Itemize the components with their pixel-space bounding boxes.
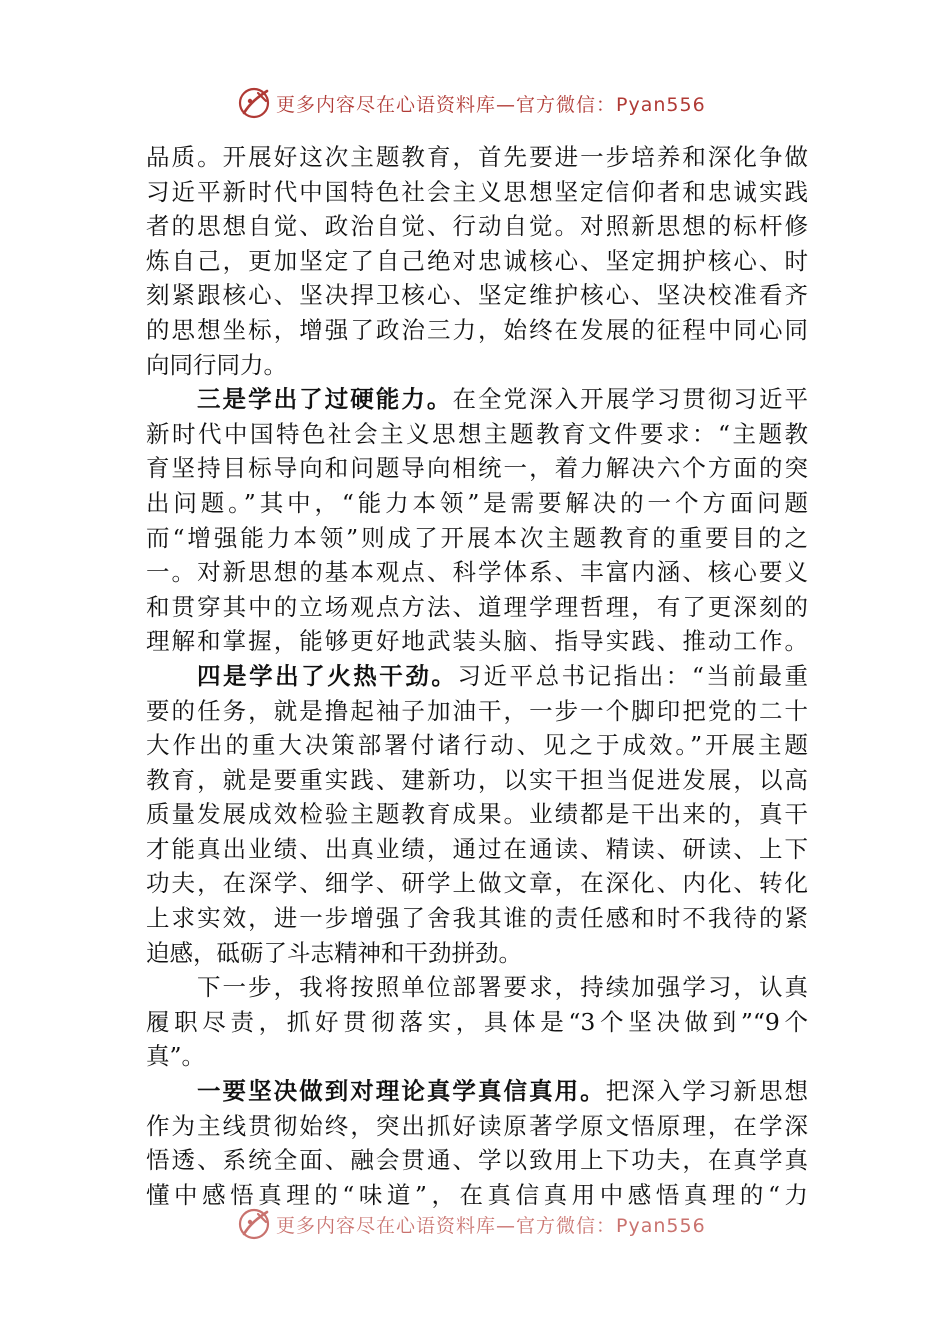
text-line: 向同行同力。 — [146, 350, 287, 379]
watermark-header — [236, 83, 706, 123]
text-run: 习近平总书记指出：“当前最重 — [457, 661, 808, 690]
paragraph-next-steps — [146, 970, 808, 1074]
watermark-text: 更多内容尽在心语资料库—官方微信：Pyan556 — [276, 1214, 706, 1237]
paragraph-heading: 三是学出了过硬能力。 — [197, 385, 453, 414]
text-run: 把深入学习新思想 — [605, 1077, 808, 1106]
document-body — [146, 140, 808, 1212]
text-line: 而“增强能力本领”则成了开展本次主题教育的重要目的之 — [146, 523, 808, 552]
text-line: 和贯穿其中的立场观点方法、道理学理哲理，有了更深刻的 — [146, 592, 808, 621]
paragraph-first-line — [146, 382, 808, 417]
text-line: 炼自己，更加坚定了自己绝对忠诚核心、坚定拥护核心、时 — [146, 246, 808, 275]
watermark-logo-icon — [236, 1206, 272, 1242]
text-line: 育坚持目标导向和问题导向相统一，着力解决六个方面的突 — [146, 454, 808, 483]
paragraph-drive — [146, 659, 808, 970]
text-line: 真”。 — [146, 1042, 206, 1071]
paragraph-first-line — [146, 1074, 808, 1109]
text-line: 功夫，在深学、细学、研学上做文章，在深化、内化、转化 — [146, 869, 808, 898]
text-run: 下一步，我将按照单位部署要求，持续加强学习，认真 — [197, 973, 808, 1002]
text-line: 履职尽责，抓好贯彻落实，具体是“3个坚决做到”“9个 — [146, 1007, 808, 1036]
watermark-footer — [236, 1204, 706, 1244]
text-line: 新时代中国特色社会主义思想主题教育文件要求：“主题教 — [146, 419, 808, 448]
paragraph-continuation — [146, 140, 808, 382]
text-line: 刻紧跟核心、坚决捍卫核心、坚定维护核心、坚决校准看齐 — [146, 281, 808, 310]
paragraph-heading: 一要坚决做到对理论真学真信真用。 — [197, 1077, 606, 1106]
text-line: 悟透、系统全面、融会贯通、学以致用上下功夫，在真学真 — [146, 1146, 808, 1175]
text-line: 理解和掌握，能够更好地武装头脑、指导实践、推动工作。 — [146, 627, 808, 656]
text-run: 在全党深入开展学习贯彻习近平 — [452, 385, 808, 414]
text-line: 质量发展成效检验主题教育成果。业绩都是干出来的，真干 — [146, 800, 808, 829]
text-line: 要的任务，就是撸起袖子加油干，一步一个脚印把党的二十 — [146, 696, 808, 725]
watermark-logo-icon — [236, 85, 272, 121]
paragraph-theory — [146, 1074, 808, 1212]
text-line: 迫感，砥砺了斗志精神和干劲拼劲。 — [146, 938, 522, 967]
text-line: 作为主线贯彻始终，突出抓好读原著学原文悟原理，在学深 — [146, 1111, 808, 1140]
paragraph-first-line — [146, 659, 808, 694]
text-line: 上求实效，进一步增强了舍我其谁的责任感和时不我待的紧 — [146, 904, 808, 933]
text-line: 品质。开展好这次主题教育，首先要进一步培养和深化争做 — [146, 143, 808, 171]
watermark-text: 更多内容尽在心语资料库—官方微信：Pyan556 — [276, 93, 706, 116]
text-line: 一。对新思想的基本观点、科学体系、丰富内涵、核心要义 — [146, 558, 808, 587]
paragraph-heading: 四是学出了火热干劲。 — [197, 661, 458, 690]
text-line: 的思想坐标，增强了政治三力，始终在发展的征程中同心同 — [146, 315, 808, 344]
text-line: 大作出的重大决策部署付诸行动、见之于成效。”开展主题 — [146, 731, 808, 760]
text-line: 者的思想自觉、政治自觉、行动自觉。对照新思想的标杆修 — [146, 212, 808, 241]
paragraph-first-line — [146, 970, 808, 1005]
text-line: 懂中感悟真理的“味道”，在真信真用中感悟真理的“力 — [146, 1180, 808, 1209]
text-line: 出问题。”其中，“能力本领”是需要解决的一个方面问题 — [146, 488, 808, 517]
paragraph-ability — [146, 382, 808, 659]
text-line: 才能真出业绩、出真业绩，通过在通读、精读、研读、上下 — [146, 834, 808, 863]
text-line: 习近平新时代中国特色社会主义思想坚定信仰者和忠诚实践 — [146, 177, 808, 206]
text-line: 教育，就是要重实践、建新功，以实干担当促进发展，以高 — [146, 765, 808, 794]
